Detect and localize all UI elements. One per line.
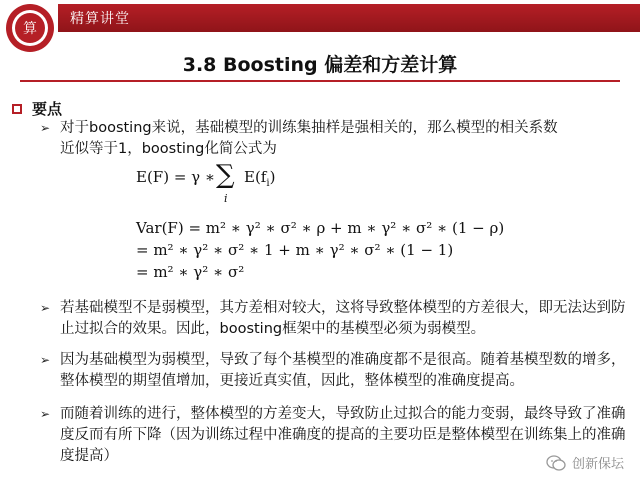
section-heading <box>12 98 62 119</box>
sum-symbol: ∑ <box>216 160 235 190</box>
arrow-bullet-icon: ➢ <box>40 301 51 315</box>
formula-variance: Var(F) = m² ∗ γ² ∗ σ² ∗ ρ + m ∗ γ² ∗ σ² ∗ (1 − ρ) <box>136 219 505 237</box>
bullet-3-text: 因为基础模型为弱模型，导致了每个基模型的准确度都不是很高。随着基模型数的增多，整体模型的期望值增加，更接近真实值，因此，整体模型的准确度提高。 <box>60 352 626 389</box>
bullet-1 <box>40 118 630 160</box>
formula-variance-step3: = m² ∗ γ² ∗ σ² <box>136 263 245 281</box>
bullet-2-text: 若基础模型不是弱模型，其方差相对较大，这将导致整体模型的方差很大，即无法达到防止过拟合的效果。因此，boosting框架中的基模型必须为弱模型。 <box>60 300 626 337</box>
bullet-3 <box>40 350 630 392</box>
arrow-bullet-icon: ➢ <box>40 353 51 367</box>
bullet-2 <box>40 298 630 340</box>
formula-variance-step2: = m² ∗ γ² ∗ σ² ∗ 1 + m ∗ γ² ∗ σ² ∗ (1 − 1) <box>136 241 454 259</box>
arrow-bullet-icon: ➢ <box>40 407 51 421</box>
formula-expectation <box>136 168 215 186</box>
brand-bar <box>58 4 640 32</box>
formula-1-rhs-main: E(f <box>244 168 267 186</box>
title-divider <box>20 80 620 82</box>
school-seal-icon <box>4 2 56 54</box>
bullet-4-text: 而随着训练的进行，整体模型的方差变大，导致防止过拟合的能力变弱，最终导致了准确度反而有所下降（因为训练过程中准确度的提高的主要功臣是整体模型在训练集上的准确度提高） <box>60 406 626 464</box>
bullet-1-text: 对于boosting来说，基础模型的训练集抽样是强相关的，那么模型的相关系数近似等于1，boosting化简公式为 <box>60 120 558 157</box>
arrow-bullet-icon: ➢ <box>40 121 51 135</box>
bullet-4 <box>40 404 630 467</box>
sum-index: i <box>224 192 228 205</box>
section-label: 要点 <box>32 100 63 118</box>
formula-1-lhs: E(F) = γ ∗ <box>136 168 216 186</box>
brand-name: 精算讲堂 <box>70 11 130 27</box>
formula-1-rhs-end: ) <box>269 168 276 186</box>
watermark <box>546 453 624 472</box>
slide-title: 3.8 Boosting 偏差和方差计算 <box>182 54 458 76</box>
wechat-icon <box>546 455 566 471</box>
svg-text:算: 算 <box>23 21 37 37</box>
formula-1-rhs <box>244 168 275 189</box>
slide-header <box>0 0 640 38</box>
watermark-text: 创新保坛 <box>571 457 624 472</box>
square-bullet-icon <box>12 104 22 114</box>
formula-1-rhs-sub: i <box>266 178 270 189</box>
